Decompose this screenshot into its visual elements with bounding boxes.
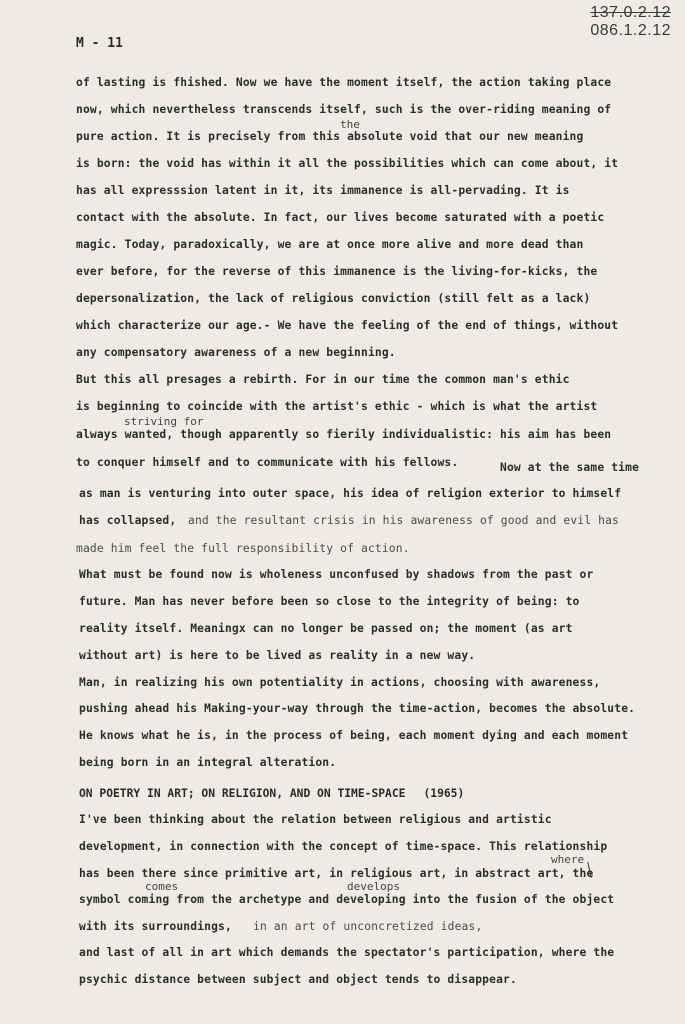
insertion-comes: comes xyxy=(145,880,179,893)
text-line: Now at the same time xyxy=(500,461,640,474)
text-line-inserted: and the resultant crisis in his awareness of good and evil has xyxy=(188,514,619,527)
text-line: Man, in realizing his own potentiality in actions, choosing with awareness, xyxy=(79,676,601,689)
text-line: without art) is here to be lived as reality in a new way. xyxy=(79,649,476,662)
text-line: But this all presages a rebirth. For in our time the common man's ethic xyxy=(76,373,570,386)
text-line: always wanted, though apparently so fierily individualistic: his aim has been xyxy=(76,428,612,441)
text-line: which characterize our age.- We have the feeling of the end of things, without xyxy=(76,319,619,332)
section-heading xyxy=(79,787,464,800)
insertion-develops: develops xyxy=(347,880,400,893)
text-line: future. Man has never before been so close to the integrity of being: to xyxy=(79,595,580,608)
text-line: I've been thinking about the relation between religious and artistic xyxy=(79,813,552,826)
insertion-striving-for: striving for xyxy=(124,415,204,428)
text-line: has been there since primitive art, in religious art, in abstract art, the xyxy=(79,867,594,880)
text-line: is beginning to coincide with the artist's ethic - which is what the artist xyxy=(76,400,598,413)
text-line: symbol coming from the archetype and developing into the fusion of the object xyxy=(79,893,615,906)
text-line: with its surroundings, xyxy=(79,920,232,933)
text-line: reality itself. Meaningx can no longer be passed on; the moment (as art xyxy=(79,622,573,635)
text-line: has all expresssion latent in it, its immanence is all-pervading. It is xyxy=(76,184,570,197)
text-line: What must be found now is wholeness unconfused by shadows from the past or xyxy=(79,568,594,581)
text-line: is born: the void has within it all the possibilities which can come about, it xyxy=(76,157,619,170)
text-line-inserted: made him feel the full responsibility of action. xyxy=(76,542,410,555)
text-line: depersonalization, the lack of religious conviction (still felt as a lack) xyxy=(76,292,591,305)
text-line: has collapsed, xyxy=(79,514,177,527)
section-heading-date: (1965) xyxy=(423,787,465,800)
section-heading-title: ON POETRY IN ART; ON RELIGION, AND ON TIME-SPACE xyxy=(79,787,406,800)
insertion-where: where xyxy=(551,853,585,866)
text-line: being born in an integral alteration. xyxy=(79,756,337,769)
text-line: any compensatory awareness of a new beginning. xyxy=(76,346,396,359)
text-line: He knows what he is, in the process of being, each moment dying and each moment xyxy=(79,729,629,742)
insertion-the: the xyxy=(340,118,360,131)
text-line: pushing ahead his Making-your-way through the time-action, becomes the absolute. xyxy=(79,702,636,715)
text-line: contact with the absolute. In fact, our lives become saturated with a poetic xyxy=(76,211,605,224)
text-line: now, which nevertheless transcends itself, such is the over-riding meaning of xyxy=(76,103,612,116)
text-line-inserted: in an art of unconcretized ideas, xyxy=(253,920,483,933)
text-line: ever before, for the reverse of this immanence is the living-for-kicks, the xyxy=(76,265,598,278)
text-line: as man is venturing into outer space, his idea of religion exterior to himself xyxy=(79,487,622,500)
page-number: M - 11 xyxy=(76,36,123,51)
text-line: and last of all in art which demands the spectator's participation, where the xyxy=(79,946,615,959)
text-line: development, in connection with the concept of time-space. This relationship xyxy=(79,840,608,853)
text-line: to conquer himself and to communicate with his fellows. xyxy=(76,456,459,469)
text-line: psychic distance between subject and object tends to disappear. xyxy=(79,973,517,986)
text-line: magic. Today, paradoxically, we are at once more alive and more dead than xyxy=(76,238,584,251)
archive-ref-line-1: 137.0.2.12 xyxy=(590,4,671,21)
archive-reference xyxy=(590,4,671,40)
text-line: of lasting is fhished. Now we have the moment itself, the action taking place xyxy=(76,76,612,89)
archive-ref-line-2: 086.1.2.12 xyxy=(590,22,671,39)
text-line: pure action. It is precisely from this absolute void that our new meaning xyxy=(76,130,584,143)
